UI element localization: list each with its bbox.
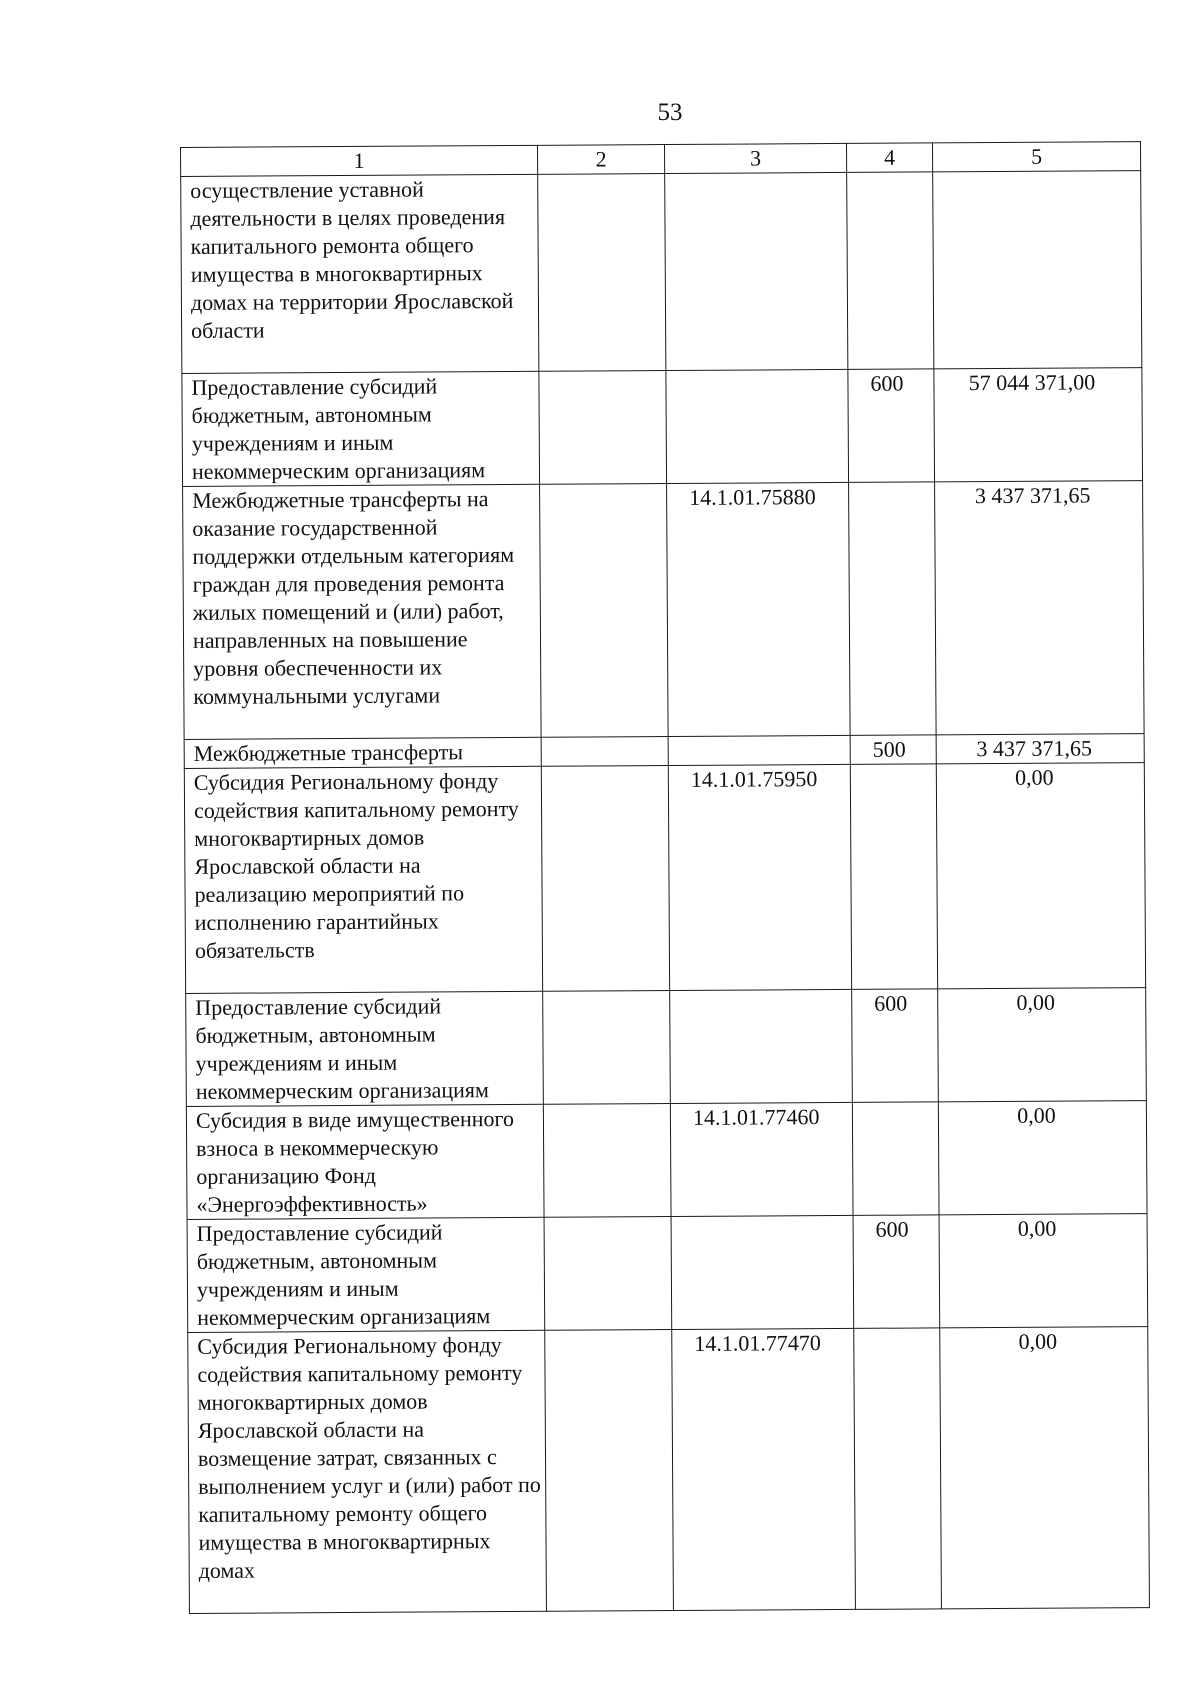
row-kind <box>850 764 937 990</box>
column-header-2: 2 <box>537 145 664 175</box>
row-section <box>545 1330 674 1612</box>
row-kind: 500 <box>850 735 936 765</box>
table-row <box>183 481 1145 740</box>
row-section <box>543 1104 671 1218</box>
row-amount: 0,00 <box>939 1214 1148 1328</box>
row-name: Субсидия Региональному фонду содействия капитальному ремонту многоквартирных домов Ярославской области на возмещение затрат, связанных с выполнением услуг и (или) работ по капитальному ремонту общего имущества в многоквартирных домах <box>188 1330 547 1613</box>
row-amount: 0,00 <box>936 763 1145 989</box>
table-row <box>186 988 1147 1107</box>
row-code <box>670 989 853 1103</box>
row-code: 14.1.01.77470 <box>672 1328 856 1610</box>
row-kind: 600 <box>852 989 939 1103</box>
row-name: Предоставление субсидий бюджетным, автономным учреждениям и иным некоммерческим организациям <box>186 991 544 1106</box>
row-name: Предоставление субсидий бюджетным, автономным учреждениям и иным некоммерческим организациям <box>182 371 540 486</box>
row-kind <box>849 482 937 736</box>
table-row <box>187 1214 1148 1333</box>
row-kind: 600 <box>853 1215 940 1329</box>
column-header-1: 1 <box>181 145 538 176</box>
row-name: Субсидия в виде имущественного взноса в некоммерческую организацию Фонд «Энергоэффективность» <box>186 1104 544 1219</box>
row-code <box>671 1215 854 1329</box>
table-row <box>186 1101 1147 1220</box>
table-row <box>182 368 1143 487</box>
row-amount: 3 437 371,65 <box>935 481 1145 735</box>
row-kind <box>847 172 934 370</box>
row-code: 14.1.01.75950 <box>668 764 851 990</box>
row-section <box>541 737 668 767</box>
row-amount: 0,00 <box>938 1101 1147 1215</box>
row-kind <box>852 1102 939 1216</box>
page-number: 53 <box>657 99 683 126</box>
row-name: Межбюджетные трансферты <box>184 737 541 768</box>
row-code: 14.1.01.75880 <box>667 482 851 736</box>
row-name: Предоставление субсидий бюджетным, автономным учреждениям и иным некоммерческим организациям <box>187 1217 545 1332</box>
row-section <box>540 484 669 738</box>
row-name: Субсидия Региональному фонду содействия капитальному ремонту многоквартирных домов Ярославской области на реализацию мероприятий по исполнению гарантийных обязательств <box>184 766 542 993</box>
row-code <box>668 735 850 765</box>
column-header-5: 5 <box>932 142 1140 172</box>
row-kind: 600 <box>848 369 935 483</box>
row-code: 14.1.01.77460 <box>670 1102 853 1216</box>
column-header-4: 4 <box>846 143 932 173</box>
budget-table <box>180 141 1150 1614</box>
table-row <box>184 763 1145 994</box>
row-code <box>666 369 849 483</box>
row-section <box>544 1217 672 1331</box>
column-header-3: 3 <box>664 143 846 173</box>
table-row <box>181 171 1142 374</box>
row-amount: 3 437 371,65 <box>936 734 1144 764</box>
row-amount <box>933 171 1142 369</box>
row-name: Межбюджетные трансферты на оказание государственной поддержки отдельным категориям граждан для проведения ремонта жилых помещений и (или) работ, направленных на повышение уровня обеспеченности их коммунальными услугами <box>183 484 542 739</box>
row-amount: 0,00 <box>940 1327 1150 1609</box>
row-kind <box>854 1328 942 1610</box>
table-row <box>188 1327 1150 1614</box>
row-section <box>543 991 671 1105</box>
row-amount: 57 044 371,00 <box>934 368 1143 482</box>
row-section <box>541 766 669 992</box>
row-amount: 0,00 <box>938 988 1147 1102</box>
row-code <box>665 172 848 370</box>
row-section <box>539 371 667 485</box>
row-section <box>538 174 666 372</box>
row-name: осуществление уставной деятельности в целях проведения капитального ремонта общего имущества в многоквартирных домах на территории Ярославской области <box>181 174 539 373</box>
